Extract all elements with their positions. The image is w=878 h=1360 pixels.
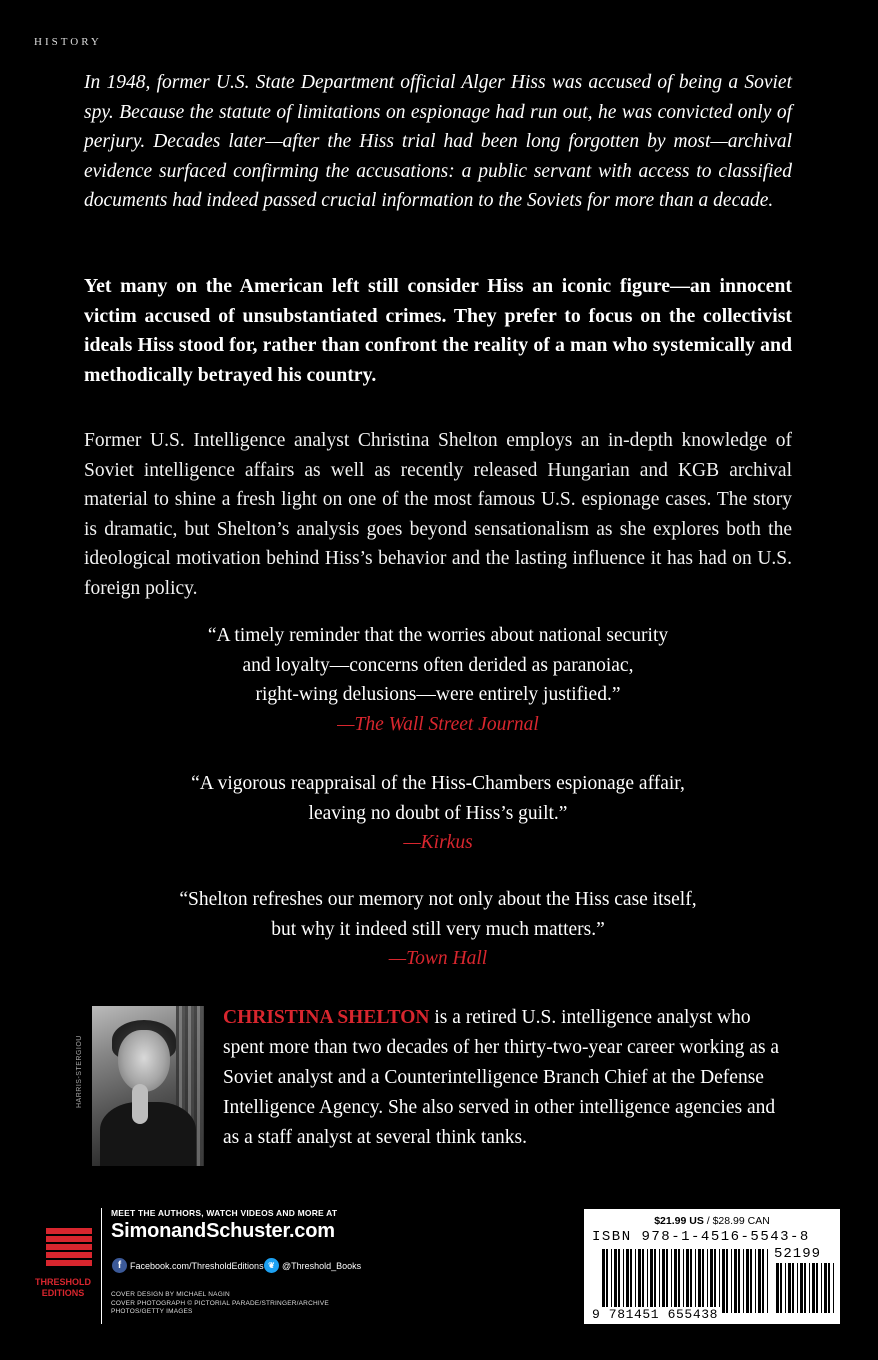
- facebook-icon: f: [112, 1258, 127, 1273]
- barcode-digits: 9 781451 655438: [592, 1307, 719, 1322]
- footer-tagline: MEET THE AUTHORS, WATCH VIDEOS AND MORE AT: [111, 1208, 338, 1218]
- cover-credits: COVER DESIGN BY MICHAEL NAGIN COVER PHOTOGRAPH © PICTORIAL PARADE/STRINGER/ARCHIVE PHOTOS/GETTY IMAGES: [111, 1291, 329, 1315]
- description-paragraph: Former U.S. Intelligence analyst Christina Shelton employs an in-depth knowledge of Soviet intelligence affairs as well as recently released Hungarian and KGB archival material to shine a fresh light on one of the most famous U.S. espionage cases. The story is dramatic, but Shelton’s analysis goes beyond sensationalism as she explores both the ideological motivation behind Hiss’s behavior and the lasting influence it has had on U.S. foreign policy.: [84, 430, 792, 599]
- barcode-box: [584, 1209, 840, 1324]
- isbn-text: ISBN 978-1-4516-5543-8: [592, 1229, 810, 1245]
- facebook-link[interactable]: f Facebook.com/ThresholdEditions: [112, 1258, 264, 1273]
- author-bio: [223, 1003, 793, 1153]
- twitter-link[interactable]: ❦ @Threshold_Books: [264, 1258, 361, 1273]
- quote-line: “A vigorous reappraisal of the Hiss-Chambers espionage affair,: [191, 773, 685, 794]
- footer-divider: [101, 1208, 102, 1324]
- quote-source: —Town Hall: [388, 948, 488, 969]
- quote-source: —The Wall Street Journal: [337, 713, 539, 735]
- quote-line: “Shelton refreshes our memory not only about the Hiss case itself,: [179, 889, 697, 910]
- author-photo: [92, 1006, 204, 1166]
- quote-line: “A timely reminder that the worries about national security: [207, 625, 669, 646]
- quote-line: and loyalty—concerns often derided as paranoiac,: [242, 654, 634, 676]
- review-quote: [84, 769, 792, 858]
- imprint-name: THRESHOLD EDITIONS: [35, 1277, 91, 1298]
- author-name: CHRISTINA SHELTON: [223, 1007, 430, 1028]
- review-quote: [84, 621, 792, 739]
- intro-paragraph: In 1948, former U.S. State Department official Alger Hiss was accused of being a Soviet spy. Because the statute of limitations on espionage had run out, he was convicted only of perjury. Decades later—after the Hiss trial had been long forgotten by most—archival evidence surfaced confirming the accusations: a public servant with access to classified documents had indeed passed crucial information to the Soviets for more than a decade.: [84, 72, 792, 211]
- addon-barcode-icon: [776, 1263, 834, 1313]
- author-bio-text: is a retired U.S. intelligence analyst who spent more than two decades of her thirty-two-year career working as a Soviet analyst and a Counterintelligence Branch Chief at the Defense Intelligence Agency. She also served in other intelligence agencies and as a staff analyst at several think tanks.: [223, 1007, 780, 1148]
- quote-line: leaving no doubt of Hiss’s guilt.”: [308, 802, 568, 824]
- barcode-icon: [602, 1249, 772, 1313]
- quote-source: —Kirkus: [403, 832, 473, 853]
- quote-line: right-wing delusions—were entirely justified.”: [255, 684, 621, 705]
- review-quote: [84, 885, 792, 974]
- twitter-icon: ❦: [264, 1258, 279, 1273]
- threshold-logo-icon: [34, 1228, 92, 1268]
- quote-line: but why it indeed still very much matters.”: [271, 918, 605, 940]
- category-label: HISTORY: [34, 36, 102, 48]
- photo-credit: HARRIS-STERGIOU: [76, 1035, 83, 1108]
- price-label: $21.99 US / $28.99 CAN: [654, 1215, 770, 1227]
- highlight-paragraph: Yet many on the American left still consider Hiss an iconic figure—an innocent victim accused of unsubstantiated crimes. They prefer to focus on the collectivist ideals Hiss stood for, rather than confront the reality of a man who systemically and methodically betrayed his country.: [84, 275, 792, 386]
- price-code: 52199: [774, 1246, 822, 1262]
- website-link[interactable]: SimonandSchuster.com: [111, 1220, 335, 1242]
